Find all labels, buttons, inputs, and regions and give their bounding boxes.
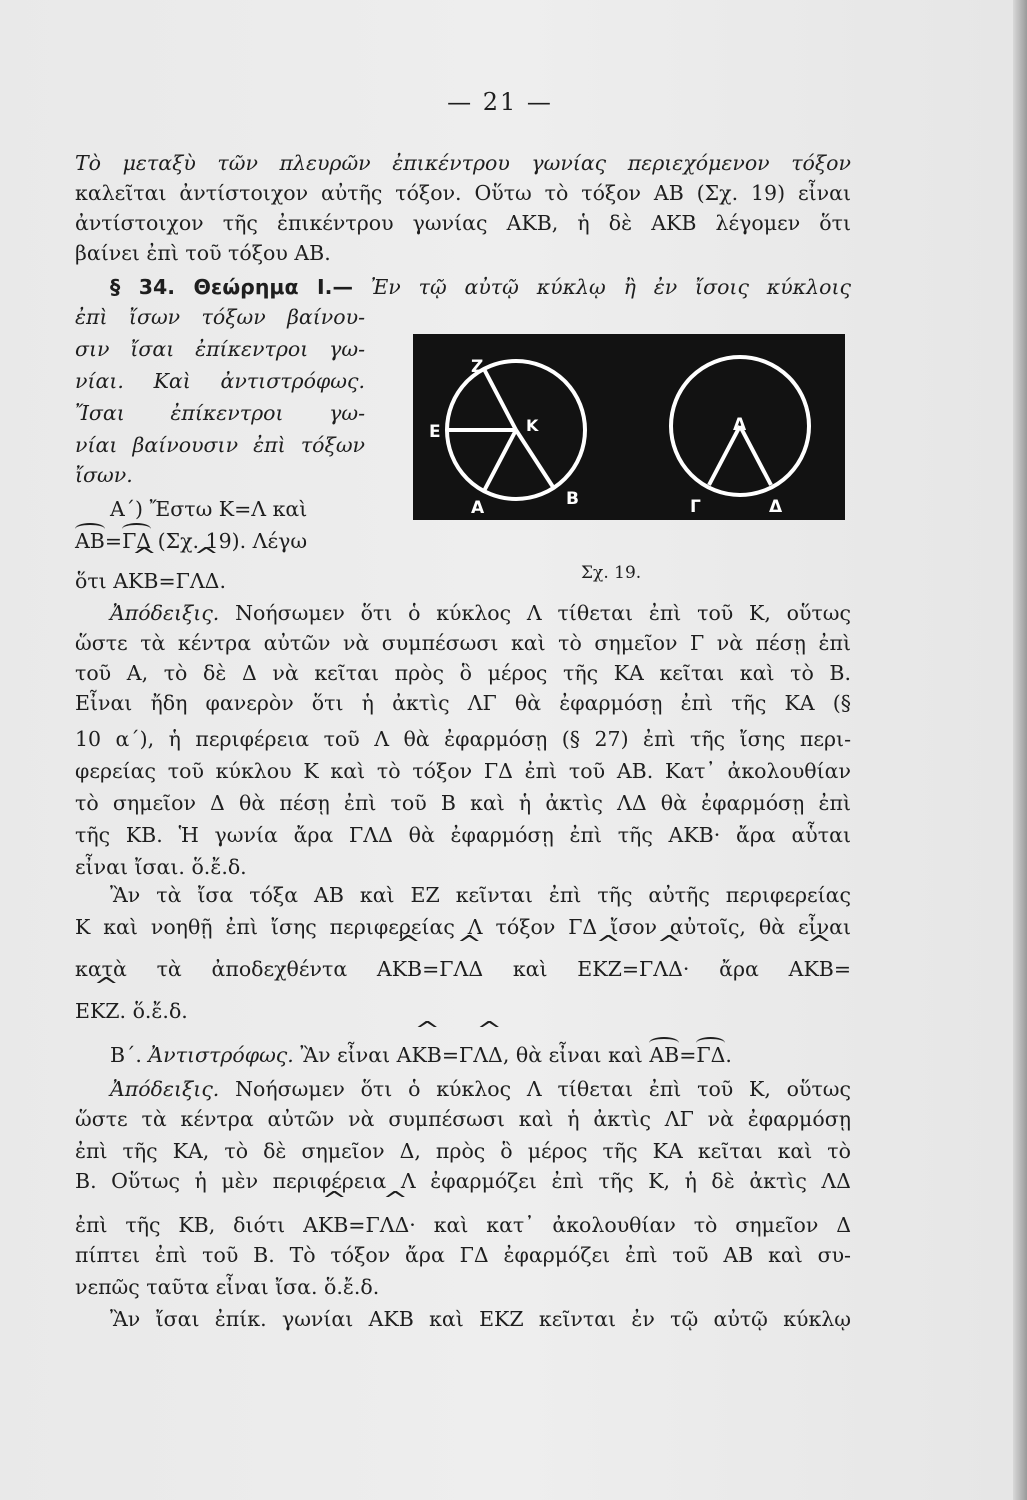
text-line: πίπτει ἐπὶ τοῦ Β. Τὸ τόξον ἄρα ΓΔ ἐφαρμόζει ἐπὶ τοῦ ΑΒ καὶ συ- (75, 1243, 851, 1267)
theorem-heading-line (110, 272, 851, 302)
text-line: εἶναι ἴσαι. ὅ.ἔ.δ. (75, 855, 247, 879)
text-line: ΑΒ=ΓΔ (Σχ. 19). Λέγω (75, 526, 365, 556)
text-line: ὥστε τὰ κέντρα αὐτῶν νὰ συμπέσωσι καὶ τὸ σημεῖον Γ νὰ πέσῃ ἐπὶ (75, 631, 851, 655)
text-line: νίαι. Καὶ ἀντιστρόφως. (75, 369, 365, 393)
label-e: E (429, 422, 441, 442)
text-line: Ε^ ΚΖ. ὅ.ἔ.δ. (75, 996, 851, 1026)
text-line: Ἴσαι ἐπίκεντροι γω- (75, 401, 365, 425)
text-line: Κ καὶ νοηθῇ ἐπὶ ἴσης περιφερείας Λ τόξον ΓΔ ἴσον αὐτοῖς, θὰ εἶναι (75, 915, 851, 939)
page-number: — 21 — (447, 88, 553, 116)
figure-19 (413, 334, 845, 520)
text-line: νίαι βαίνουσιν ἐπὶ τόξων (75, 433, 365, 457)
label-k: K (526, 416, 539, 435)
text-line: Α΄) Ἔστω Κ=Λ καὶ (110, 497, 308, 521)
text-line: Ἀπόδειξις. Νοήσωμεν ὅτι ὁ κύκλος Λ τίθεται ἐπὶ τοῦ Κ, οὕτως (110, 1077, 851, 1101)
text-line: Ἂν ἴσαι ἐπίκ. γωνίαι ΑΚΒ καὶ ΕΚΖ κεῖνται ἐν τῷ αὐτῷ κύκλῳ (110, 1307, 851, 1331)
text-line: ἀντίστοιχον τῆς ἐπικέντρου γωνίας ΑΚΒ, ἡ δὲ ΑΚΒ λέγομεν ὅτι (75, 211, 851, 235)
text-line: φερείας τοῦ κύκλου Κ καὶ τὸ τόξον ΓΔ ἐπὶ τοῦ ΑΒ. Κατ᾽ ἀκολουθίαν (75, 759, 851, 783)
text-line: Ἀπόδειξις. Νοήσωμεν ὅτι ὁ κύκλος Λ τίθεται ἐπὶ τοῦ Κ, οὕτως (110, 601, 851, 625)
text-line: τῆς ΚΒ. Ἡ γωνία ἄρα ΓΛΔ θὰ ἐφαρμόσῃ ἐπὶ τῆς ΑΚΒ· ἄρα αὗται (75, 823, 851, 847)
label-b: B (566, 489, 579, 509)
label-lambda: Λ (733, 415, 747, 435)
arc-mark: ΓΔ (122, 526, 151, 556)
text-line: Εἶναι ἤδη φανερὸν ὅτι ἡ ἀκτὶς ΛΓ θὰ ἐφαρμόσῃ ἐπὶ τῆς ΚΑ (§ (75, 691, 851, 715)
text-line: νεπῶς ταῦτα εἶναι ἴσα. ὅ.ἔ.δ. (75, 1275, 380, 1299)
text-line: ὅτι Α^ ΚΒ=Γ^ ΛΔ. (75, 566, 365, 596)
text-line: 10 α΄), ἡ περιφέρεια τοῦ Λ θὰ ἐφαρμόσῃ (§ 27) ἐπὶ τῆς ἴσης περι- (75, 727, 851, 751)
text-line: καλεῖται ἀντίστοιχον αὐτῆς τόξον. Οὕτω τὸ τόξον ΑΒ (Σχ. 19) εἶναι (75, 181, 851, 205)
text-line: τὸ σημεῖον Δ θὰ πέσῃ ἐπὶ τοῦ Β καὶ ἡ ἀκτὶς ΛΔ θὰ ἐφαρμόσῃ ἐπὶ (75, 791, 851, 815)
text-line: ἐπὶ τῆς ΚΑ, τὸ δὲ σημεῖον Δ, πρὸς ὃ μέρος τῆς ΚΑ κεῖται καὶ τὸ (75, 1139, 851, 1163)
text-line: ὥστε τὰ κέντρα αὐτῶν νὰ συμπέσωσι καὶ ἡ ἀκτὶς ΛΓ νὰ ἐφαρμόσῃ (75, 1107, 851, 1131)
text-line: ἴσων. (75, 463, 133, 487)
angle-mark: ^ Λ (190, 566, 205, 596)
text-line: ἐπὶ ἴσων τόξων βαίνου- (75, 305, 365, 329)
text-line: Τὸ μεταξὺ τῶν πλευρῶν ἐπικέντρου γωνίας περιεχόμενον τόξον (75, 151, 851, 175)
text-line: κατὰ τὰ ἀποδεχθέντα Α^ ΚΒ=Γ^ ΛΔ καὶ Ε^ ΚΖ=Γ^ ΛΔ· ἄρα Α^ ΚΒ= (75, 954, 851, 984)
text-line: τοῦ Α, τὸ δὲ Δ νὰ κεῖται πρὸς ὃ μέρος τῆς ΚΑ κεῖται καὶ τὸ Β. (75, 661, 851, 685)
page-edge-shadow (1013, 0, 1027, 1500)
text-line: ἐπὶ τῆς ΚΒ, διότι Α^ ΚΒ=Γ^ ΛΔ· καὶ κατ᾽ ἀκολουθίαν τὸ σημεῖον Δ (75, 1210, 851, 1240)
text-line: σιν ἴσαι ἐπίκεντροι γω- (75, 337, 365, 361)
label-gamma: Γ (690, 497, 701, 517)
text-line: Β΄. Ἀντιστρόφως. Ἂν εἶναι Α^ ΚΒ=Γ^ ΛΔ, θὰ εἶναι καὶ ΑΒ=ΓΔ. (110, 1040, 870, 1070)
angle-mark: ^ Κ (128, 566, 143, 596)
text-line: Β. Οὕτως ἡ μὲν περιφέρεια Λ ἐφαρμόζει ἐπὶ τῆς Κ, ἡ δὲ ἀκτὶς ΛΔ (75, 1169, 851, 1193)
label-delta: Δ (769, 497, 783, 517)
theorem-number: § 34. Θεώρημα Ι.— (110, 275, 353, 299)
figure-caption: Σχ. 19. (581, 563, 642, 583)
theorem-statement: Ἐν τῷ αὐτῷ κύκλῳ ἢ ἐν ἴσοις κύκλοις (370, 275, 851, 299)
text-line: βαίνει ἐπὶ τοῦ τόξου ΑΒ. (75, 241, 331, 265)
arc-mark: ΑΒ (75, 526, 105, 556)
label-a: A (471, 498, 485, 518)
label-z: Z (471, 357, 484, 377)
text-line: Ἂν τὰ ἴσα τόξα ΑΒ καὶ ΕΖ κεῖνται ἐπὶ τῆς αὐτῆς περιφερείας (110, 883, 851, 907)
